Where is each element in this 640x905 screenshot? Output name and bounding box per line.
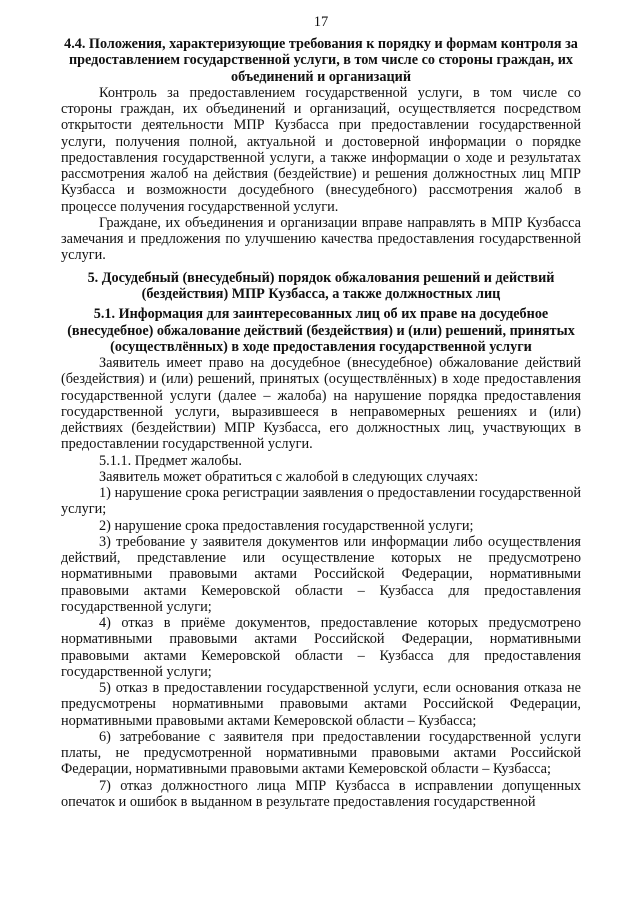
section-5-1	[61, 306, 581, 810]
subsection-title: 5.1.1. Предмет жалобы.	[99, 452, 242, 469]
section-5-heading: 5. Досудебный (внесудебный) порядок обжалования решений и действий (бездействия) МПР Кузбасса, а также должностных лиц	[87, 269, 555, 302]
section-4-4-heading: 4.4. Положения, характеризующие требования к порядку и формам контроля за предоставлением государственной услуги, в том числе со стороны граждан, их объединений и организаций	[64, 36, 578, 85]
list-item: 2) нарушение срока предоставления государственной услуги;	[99, 517, 474, 534]
paragraph: Контроль за предоставлением государственной услуги, в том числе со стороны граждан, их объединений и организаций, осуществляется посредством открытости деятельности МПР Кузбасса при предоставлении государственной услуги, получения полной, актуальной и достоверной информации о порядке предоставления государственной услуги, а также информации о ходе и результатах рассмотрения жалоб на действия (бездействие) и решения должностных лиц МПР Кузбасса и возможности досудебного (внесудебного) рассмотрения жалоб в процессе получения государственной услуги.	[61, 84, 581, 215]
section-5-1-heading: 5.1. Информация для заинтересованных лиц об их праве на досудебное (внесудебное) обжалование действий (бездействия) и (или) решений, принятых (осуществлённых) в ходе предоставления государственной услуги	[67, 306, 575, 355]
list-item: 6) затребование с заявителя при предоставлении государственной услуги платы, не предусмотренной нормативными правовыми актами Российской Федерации, нормативными правовыми актами Кемеровской области – Кузбасса;	[61, 728, 581, 778]
page-number: 17	[313, 14, 329, 30]
paragraph: Заявитель может обратиться с жалобой в следующих случаях:	[99, 468, 479, 485]
section-4-4	[61, 36, 581, 264]
list-item: 1) нарушение срока регистрации заявления о предоставлении государственной услуги;	[61, 485, 581, 518]
list-item: 5) отказ в предоставлении государственной услуги, если основания отказа не предусмотрены нормативными правовыми актами Российской Федерации, нормативными правовыми актами Кемеровской области – Кузбасса;	[61, 680, 581, 729]
paragraph: Граждане, их объединения и организации вправе направлять в МПР Кузбасса замечания и предложения по улучшению качества предоставления государственной услуги.	[61, 214, 581, 264]
list-item: 4) отказ в приёме документов, предоставление которых предусмотрено нормативными правовыми актами Российской Федерации, нормативными правовыми актами Кемеровской области – Кузбасса для предоставления государственной услуги;	[61, 615, 581, 680]
paragraph: Заявитель имеет право на досудебное (внесудебное) обжалование действий (бездействия) и (или) решений, принятых (осуществлённых) в ходе предоставления государственной услуги (далее – жалоба) на нарушение порядка предоставления государственной услуги, выразившееся в неправомерных решениях и (или) действиях (бездействии) МПР Кузбасса, его должностных лиц, участвующих в предоставлении государственной услуги.	[61, 355, 581, 453]
list-item: 3) требование у заявителя документов или информации либо осуществления действий, представление или осуществление которых не предусмотрено нормативными правовыми актами Российской Федерации, нормативными правовыми актами Кемеровской области – Кузбасса для предоставления государственной услуги;	[61, 533, 581, 615]
list-item: 7) отказ должностного лица МПР Кузбасса в исправлении допущенных опечаток и ошибок в выданном в результате предоставления государственной	[61, 777, 581, 810]
document-page	[61, 14, 581, 810]
